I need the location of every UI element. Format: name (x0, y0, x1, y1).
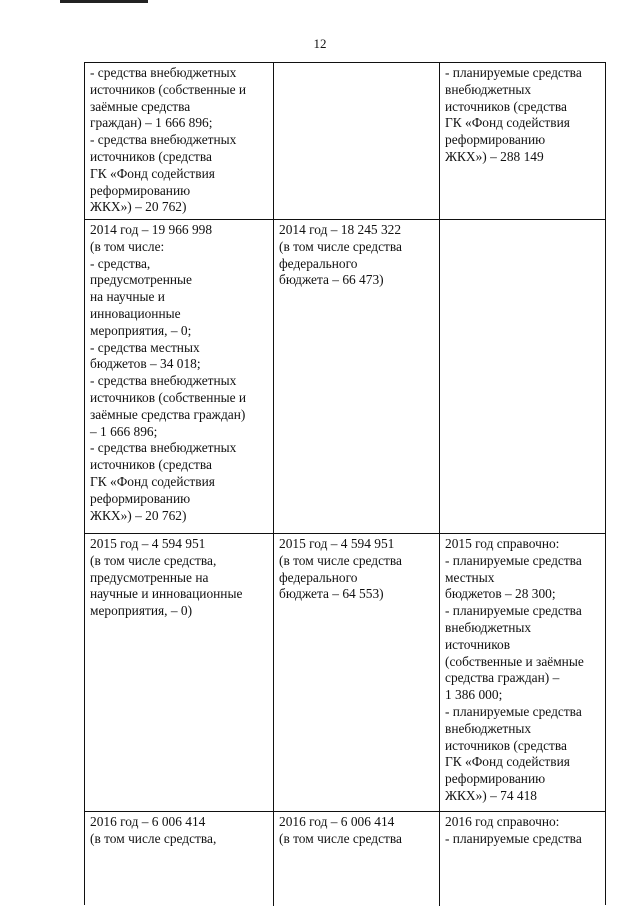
cell-text-line: ГК «Фонд содействия (445, 115, 570, 131)
cell-text-line: инновационные (90, 305, 181, 321)
cell-text-line: внебюджетных (445, 720, 532, 736)
cell-text-line: мероприятия, – 0) (90, 603, 193, 619)
cell-text-line: ЖКХ») – 288 149 (445, 148, 544, 164)
cell-text-line: внебюджетных (445, 619, 532, 635)
cell-text-line: предусмотренные (90, 272, 192, 288)
cell-text-line: (собственные и заёмные (445, 653, 584, 669)
cell-text-line: местных (445, 569, 495, 585)
cell-text-line: - планируемые средства (445, 65, 582, 80)
row-2-col-3 (440, 220, 605, 533)
cell-text-line: федерального (279, 569, 358, 585)
cell-text-line: - планируемые средства (445, 552, 582, 568)
cell-text-line: – 1 666 896; (90, 423, 158, 439)
cell-text-line: (в том числе средства (279, 830, 402, 846)
table-row-2 (85, 220, 605, 534)
cell-text-line: ГК «Фонд содействия (445, 754, 570, 770)
cell-text-line: источников (собственные и (90, 389, 247, 405)
cell-text-line: - средства, (90, 255, 151, 271)
table-row-1 (85, 63, 605, 220)
cell-text-line: источников (собственные и (90, 81, 247, 97)
cell-text-line: - средства внебюджетных (90, 132, 237, 148)
cell-text-line: на научные и (90, 289, 165, 305)
row-1-col-3 (440, 63, 605, 219)
cell-text-line: источников (средства (445, 737, 567, 753)
cell-text-line: - планируемые средства (445, 703, 582, 719)
cell-text-line: - средства внебюджетных (90, 440, 237, 456)
cell-text-line: граждан) – 1 666 896; (90, 115, 213, 131)
cell-text-line: (в том числе средства, (90, 830, 217, 846)
cell-text-line: - средства местных (90, 339, 200, 355)
row-2-col-2 (274, 220, 440, 533)
cell-text-line: реформированию (90, 182, 191, 198)
cell-text-line: реформированию (90, 490, 191, 506)
cell-text-line: 2015 год – 4 594 951 (90, 536, 206, 551)
cell-text-line: заёмные средства (90, 98, 191, 114)
funding-table (84, 62, 606, 905)
row-3-col-2 (274, 534, 440, 811)
cell-text-line: источников (средства (90, 148, 212, 164)
cell-text-line: 2016 год – 6 006 414 (90, 814, 206, 829)
cell-text-line: источников (средства (445, 98, 567, 114)
cell-text-line: бюджета – 66 473) (279, 272, 384, 288)
row-4-col-1 (85, 812, 274, 906)
row-1-col-1 (85, 63, 274, 219)
cell-text-line: бюджетов – 28 300; (445, 586, 556, 602)
cell-text-line: (в том числе средства, (90, 552, 217, 568)
cell-text-line: - средства внебюджетных (90, 373, 237, 389)
cell-text-line: бюджета – 64 553) (279, 586, 384, 602)
cell-text-line: бюджетов – 34 018; (90, 356, 201, 372)
cell-text-line: источников (445, 636, 511, 652)
cell-text-line: ЖКХ») – 20 762) (90, 199, 187, 215)
table-row-3 (85, 534, 605, 812)
cell-text-line: федерального (279, 255, 358, 271)
cell-text-line: ЖКХ») – 74 418 (445, 787, 537, 803)
cell-text-line: 2016 год – 6 006 414 (279, 814, 395, 829)
cell-text-line: внебюджетных (445, 81, 532, 97)
cell-text-line: 2015 год – 4 594 951 (279, 536, 395, 551)
cell-text-line: 2014 год – 18 245 322 (279, 222, 402, 237)
cell-text-line: мероприятия, – 0; (90, 322, 192, 338)
cell-text-line: - планируемые средства (445, 830, 582, 846)
row-4-col-3 (440, 812, 605, 906)
cell-text-line: (в том числе: (90, 238, 165, 254)
header-rule (60, 0, 148, 3)
cell-text-line: - средства внебюджетных (90, 65, 237, 80)
cell-text-line: реформированию (445, 771, 546, 787)
table-row-4 (85, 812, 605, 906)
cell-text-line: (в том числе средства (279, 552, 402, 568)
row-3-col-1 (85, 534, 274, 811)
cell-text-line: 2014 год – 19 966 998 (90, 222, 213, 237)
cell-text-line: ГК «Фонд содействия (90, 473, 215, 489)
page-number: 12 (313, 36, 327, 51)
cell-text-line: ЖКХ») – 20 762) (90, 507, 187, 523)
cell-text-line: источников (средства (90, 457, 212, 473)
cell-text-line: (в том числе средства (279, 238, 402, 254)
cell-text-line: реформированию (445, 132, 546, 148)
row-3-col-3 (440, 534, 605, 811)
cell-text-line: 2015 год справочно: (445, 536, 560, 551)
cell-text-line: - планируемые средства (445, 603, 582, 619)
row-1-col-2 (274, 63, 440, 219)
cell-text-line: научные и инновационные (90, 586, 243, 602)
cell-text-line: заёмные средства граждан) (90, 406, 246, 422)
cell-text-line: предусмотренные на (90, 569, 209, 585)
cell-text-line: 2016 год справочно: (445, 814, 560, 829)
row-2-col-1 (85, 220, 274, 533)
cell-text-line: 1 386 000; (445, 687, 503, 703)
cell-text-line: ГК «Фонд содействия (90, 165, 215, 181)
row-4-col-2 (274, 812, 440, 906)
cell-text-line: средства граждан) – (445, 670, 560, 686)
